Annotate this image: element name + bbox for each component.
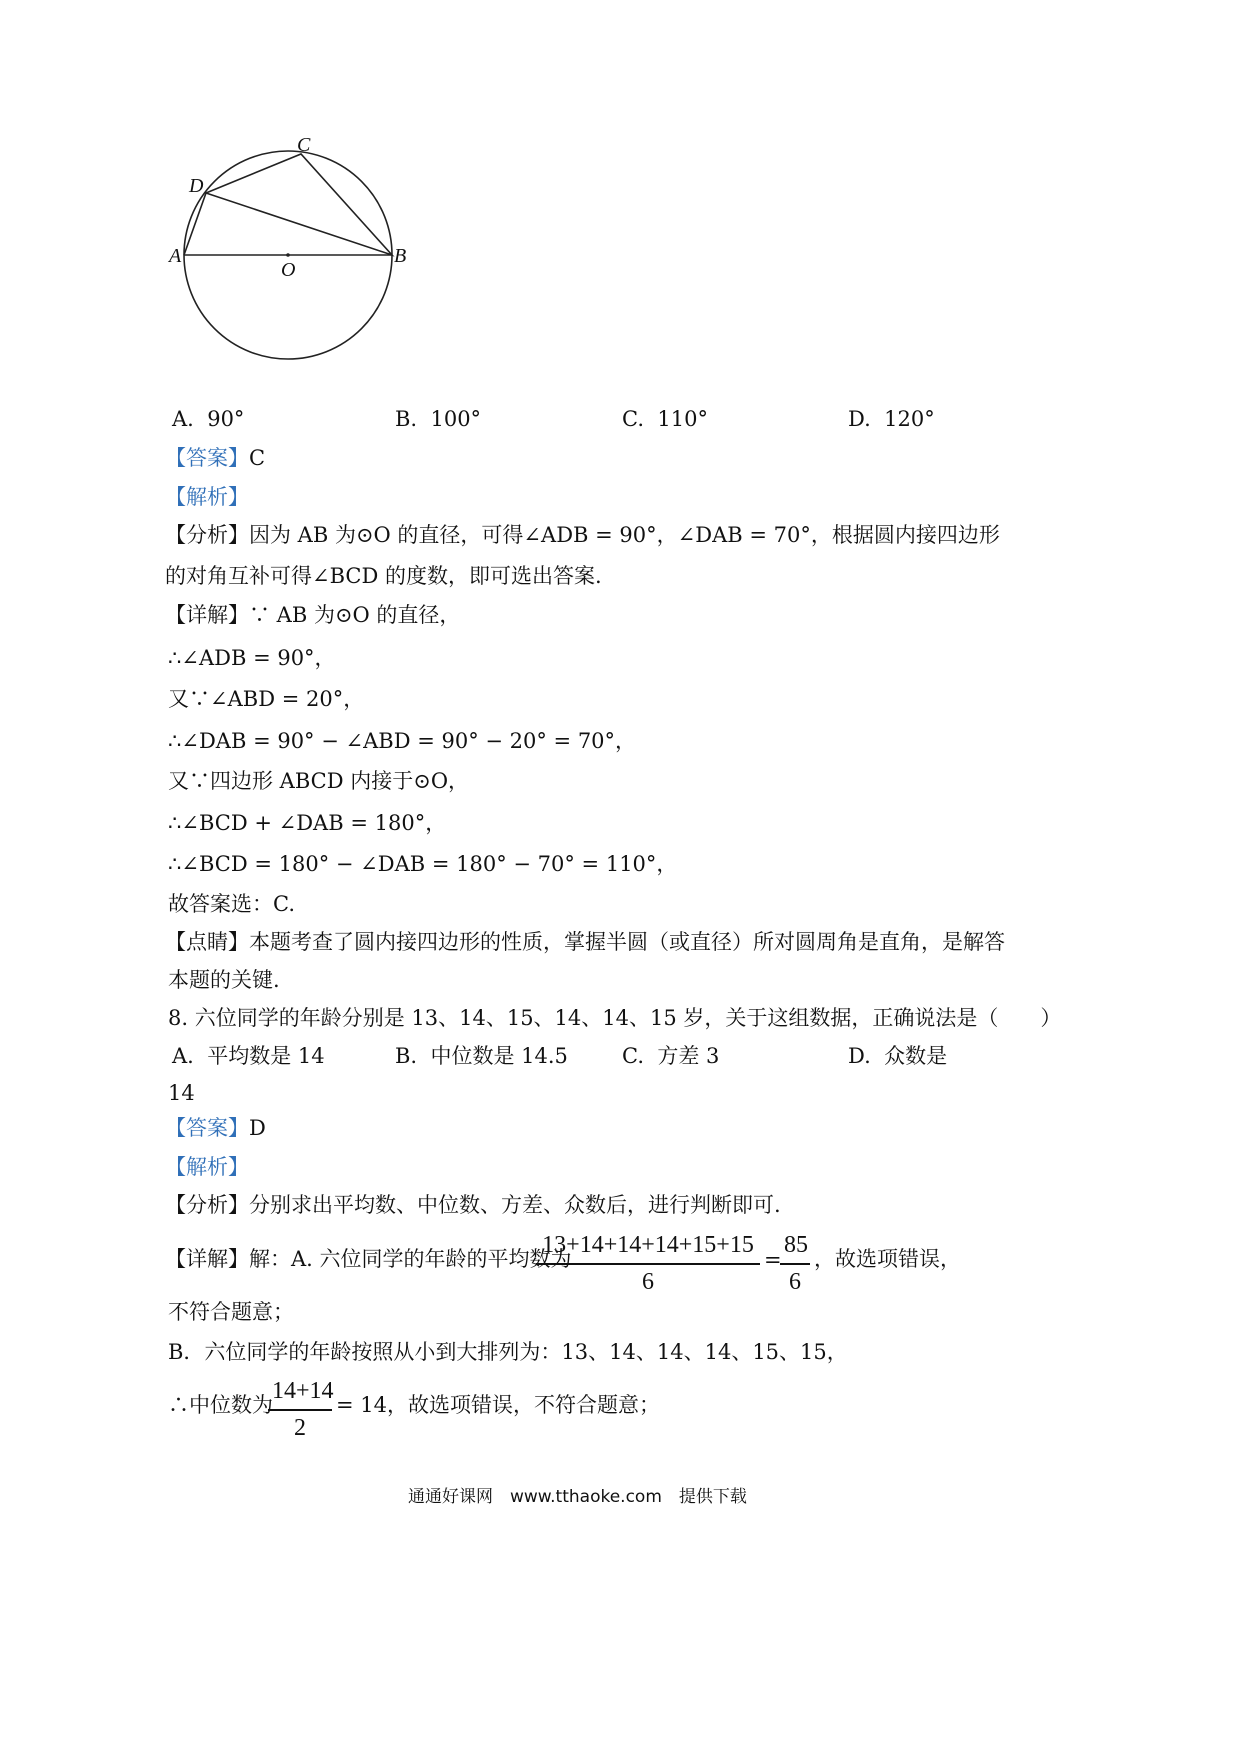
page-footer: 通通好课网 www.tthaoke.com 提供下载 (408, 1487, 747, 1507)
q7-option-d: D. 120° (848, 407, 935, 431)
q8-question: 8. 六位同学的年龄分别是 13、14、15、14、14、15 岁，关于这组数据，正确说法是（ ） (168, 1006, 1062, 1030)
mean-result-fraction (780, 1232, 810, 1296)
q8-line-b: B．六位同学的年龄按照从小到大排列为：13、14、14、14、15、15， (168, 1340, 848, 1364)
q7-dianjing-line2: 本题的关键. (168, 968, 280, 992)
answer-value: D (249, 1116, 266, 1140)
mean-fraction (536, 1232, 760, 1296)
q7-step-1: ∴∠ADB = 90°， (168, 646, 336, 670)
q7-step-7: 故答案选：C. (168, 892, 295, 916)
label-c: C (297, 134, 311, 156)
quadrilateral-abcd (184, 154, 392, 255)
q8-option-d: D. 众数是 (848, 1044, 948, 1068)
mean-result-numerator: 85 (784, 1232, 808, 1258)
center-point (286, 253, 290, 257)
q7-step-5: ∴∠BCD + ∠DAB = 180°， (168, 811, 447, 835)
median-suffix: = 14，故选项错误，不符合题意； (336, 1393, 660, 1417)
mean-result-denominator: 6 (789, 1269, 801, 1295)
median-denominator: 2 (294, 1415, 306, 1441)
circle-diagram (169, 134, 470, 410)
label-o: O (281, 259, 296, 281)
q7-xiangjie-line1: 【详解】∵ AB 为⊙O 的直径， (165, 603, 461, 627)
q7-answer (165, 448, 265, 469)
q8-option-d-wrap: 14 (168, 1081, 195, 1105)
mean-numerator: 13+14+14+14+15+15 (542, 1232, 754, 1258)
q7-step-4: 又∵四边形 ABCD 内接于⊙O， (168, 769, 470, 793)
answer-value: C (249, 446, 266, 470)
q8-analysis-tag: 【解析】 (165, 1155, 249, 1179)
q8-option-a: A. 平均数是 14 (172, 1044, 325, 1068)
q8-fenxi: 【分析】分别求出平均数、中位数、方差、众数后，进行判断即可. (165, 1193, 781, 1217)
median-fraction (268, 1378, 332, 1442)
q7-step-6: ∴∠BCD = 180° − ∠DAB = 180° − 70° = 110°， (168, 852, 678, 876)
q8-xiangjie-prefix: 【详解】解：A. 六位同学的年龄的平均数为 (165, 1247, 572, 1271)
q7-step-2: 又∵∠ABD = 20°， (168, 687, 365, 711)
q8-xiangjie-suffix: ，故选项错误， (814, 1247, 961, 1271)
q8-option-c: C. 方差 3 (622, 1044, 720, 1068)
q7-analysis-tag: 【解析】 (165, 485, 249, 509)
mean-equals: = (764, 1248, 782, 1272)
median-prefix: ∴中位数为 (168, 1393, 273, 1417)
median-numerator: 14+14 (272, 1378, 334, 1404)
q7-option-c: C. 110° (622, 407, 708, 431)
q7-option-a: A. 90° (172, 407, 245, 431)
q8-answer (165, 1118, 266, 1139)
answer-tag: 【答案】 (165, 1116, 249, 1140)
label-a: A (169, 245, 182, 267)
circle-figure (169, 134, 470, 410)
q8-option-b: B. 中位数是 14.5 (395, 1044, 568, 1068)
q7-step-3: ∴∠DAB = 90° − ∠ABD = 90° − 20° = 70°， (168, 729, 637, 753)
answer-tag: 【答案】 (165, 446, 249, 470)
q7-fenxi-line2: 的对角互补可得∠BCD 的度数，即可选出答案. (165, 564, 602, 588)
q8-line-a-end: 不符合题意； (168, 1300, 294, 1324)
label-d: D (189, 175, 204, 197)
q7-dianjing-line1: 【点睛】本题考查了圆内接四边形的性质，掌握半圆（或直径）所对圆周角是直角，是解答 (165, 930, 1005, 954)
mean-denominator: 6 (642, 1269, 654, 1295)
q7-fenxi-line1: 【分析】因为 AB 为⊙O 的直径，可得∠ADB = 90°，∠DAB = 70°，根据圆内接四边形 (165, 523, 1000, 547)
q7-option-b: B. 100° (395, 407, 482, 431)
label-b: B (394, 245, 407, 267)
